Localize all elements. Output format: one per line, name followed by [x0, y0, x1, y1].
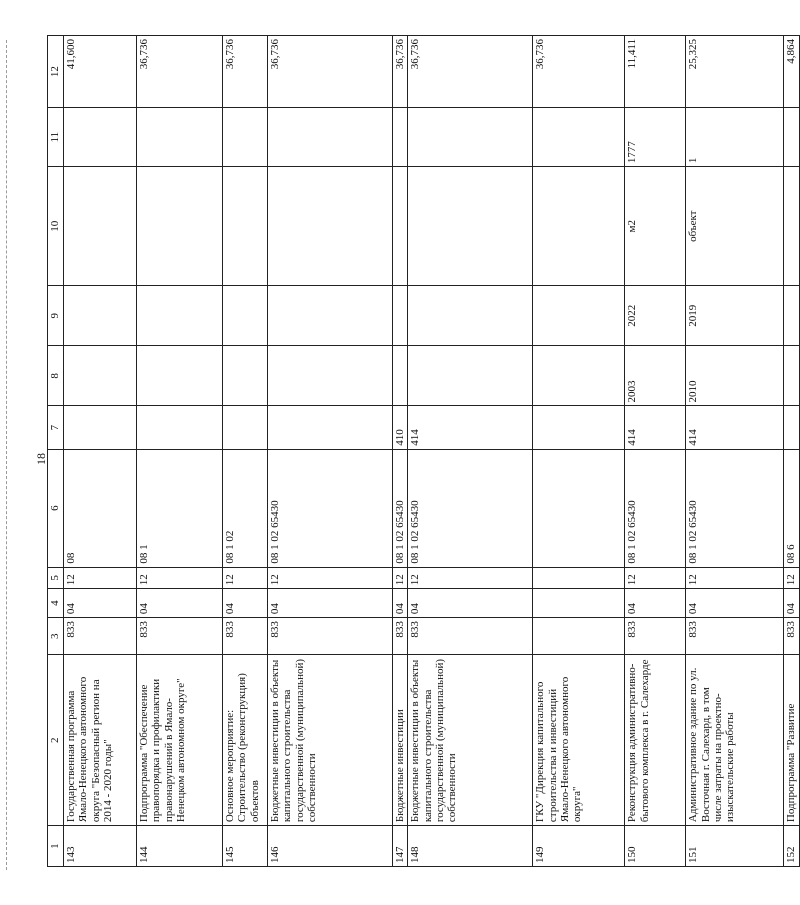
cell-c11 — [533, 108, 625, 167]
cell-c3: 833 — [393, 618, 408, 655]
cell-c8: 2003 — [625, 346, 686, 406]
row-name-cell: Бюджетные инвестиции в объекты капитального строительства государственной (муниципальной) собственности — [268, 655, 393, 826]
cell-c10 — [533, 167, 625, 286]
cell-c8 — [137, 346, 223, 406]
cell-c12: 41,600 — [64, 36, 137, 108]
cell-c5: 12 — [268, 567, 393, 589]
row-number-cell: 149 — [533, 826, 625, 867]
cell-c12: 25,325 — [686, 36, 784, 108]
cell-c4: 04 — [408, 589, 533, 618]
row-name-cell: ГКУ "Дирекция капитального строительства и инвестиций Ямало-Ненецкого автономного округа" — [533, 655, 625, 826]
cell-c8: 2010 — [686, 346, 784, 406]
row-number-cell: 147 — [393, 826, 408, 867]
cell-c8 — [393, 346, 408, 406]
table-row — [784, 36, 799, 867]
cell-c6 — [533, 449, 625, 567]
row-name-cell: Подпрограмма "Обеспечение правопорядка и профилактики правонарушений в Ямало-Ненецком автономном округе" — [137, 655, 223, 826]
table-row — [223, 36, 268, 867]
cell-c6: 08 6 — [784, 449, 799, 567]
cell-c12: 4,864 — [784, 36, 799, 108]
cell-c11 — [223, 108, 268, 167]
cell-c11 — [64, 108, 137, 167]
table-row — [137, 36, 223, 867]
cell-c11 — [393, 108, 408, 167]
cell-c3: 833 — [137, 618, 223, 655]
row-number-cell: 144 — [137, 826, 223, 867]
cell-c8 — [64, 346, 137, 406]
cell-c6: 08 1 — [137, 449, 223, 567]
column-header-10: 10 — [48, 167, 64, 286]
cell-c12: 36,736 — [533, 36, 625, 108]
table-body — [64, 36, 800, 867]
page-number: 18 — [34, 453, 48, 465]
table-row — [533, 36, 625, 867]
cell-c9 — [268, 286, 393, 346]
cell-c11 — [408, 108, 533, 167]
cell-c6: 08 1 02 65430 — [408, 449, 533, 567]
cell-c10: объект — [686, 167, 784, 286]
cell-c3: 833 — [784, 618, 799, 655]
cell-c4: 04 — [393, 589, 408, 618]
cell-c11: 1 — [686, 108, 784, 167]
cell-c9 — [784, 286, 799, 346]
cell-c7 — [268, 406, 393, 449]
column-header-1: 1 — [48, 826, 64, 867]
table-header-row — [48, 36, 64, 867]
cell-c4: 04 — [64, 589, 137, 618]
column-header-7: 7 — [48, 406, 64, 449]
cell-c4: 04 — [686, 589, 784, 618]
cell-c10 — [393, 167, 408, 286]
cell-c4: 04 — [137, 589, 223, 618]
column-header-2: 2 — [48, 655, 64, 826]
row-number-cell: 152 — [784, 826, 799, 867]
cell-c12: 36,736 — [137, 36, 223, 108]
column-header-6: 6 — [48, 449, 64, 567]
row-number-cell: 143 — [64, 826, 137, 867]
cell-c3: 833 — [64, 618, 137, 655]
cell-c7 — [64, 406, 137, 449]
cell-c5: 12 — [64, 567, 137, 589]
row-name-cell: Государственная программа Ямало-Ненецкого автономного округа "Безопасный регион на 2014 - 2020 годы" — [64, 655, 137, 826]
cell-c9 — [223, 286, 268, 346]
row-name-cell: Бюджетные инвестиции — [393, 655, 408, 826]
cell-c10 — [784, 167, 799, 286]
cell-c8 — [408, 346, 533, 406]
cell-c11: 1777 — [625, 108, 686, 167]
cell-c12: 11,411 — [625, 36, 686, 108]
cell-c6: 08 1 02 65430 — [625, 449, 686, 567]
cell-c3: 833 — [408, 618, 533, 655]
cell-c9 — [393, 286, 408, 346]
row-name-cell: Бюджетные инвестиции в объекты капитального строительства государственной (муниципальной) собственности — [408, 655, 533, 826]
cell-c6: 08 1 02 65430 — [686, 449, 784, 567]
table-row — [64, 36, 137, 867]
cell-c10 — [137, 167, 223, 286]
cell-c10 — [223, 167, 268, 286]
cell-c11 — [137, 108, 223, 167]
row-number-cell: 151 — [686, 826, 784, 867]
cell-c5: 12 — [686, 567, 784, 589]
cell-c12: 36,736 — [393, 36, 408, 108]
row-name-cell: Административное здание по ул. Восточная г. Салехард, в том числе затраты на проектно-изыскательские работы — [686, 655, 784, 826]
cell-c6: 08 1 02 — [223, 449, 268, 567]
cell-c10 — [408, 167, 533, 286]
cell-c12: 36,736 — [268, 36, 393, 108]
cell-c11 — [268, 108, 393, 167]
cell-c7: 414 — [625, 406, 686, 449]
cell-c7 — [223, 406, 268, 449]
cell-c4: 04 — [784, 589, 799, 618]
cell-c7: 414 — [408, 406, 533, 449]
cell-c8 — [268, 346, 393, 406]
cell-c9 — [137, 286, 223, 346]
cell-c4: 04 — [268, 589, 393, 618]
column-header-3: 3 — [48, 618, 64, 655]
cell-c7: 414 — [686, 406, 784, 449]
cell-c6: 08 1 02 65430 — [268, 449, 393, 567]
cell-c3: 833 — [686, 618, 784, 655]
cell-c10 — [64, 167, 137, 286]
column-header-12: 12 — [48, 36, 64, 108]
cell-c8 — [784, 346, 799, 406]
row-name-cell: Основное мероприятие: Строительство (реконструкция) объектов — [223, 655, 268, 826]
column-header-11: 11 — [48, 108, 64, 167]
cell-c5: 12 — [393, 567, 408, 589]
table-row — [408, 36, 533, 867]
cell-c8 — [223, 346, 268, 406]
cell-c5: 12 — [784, 567, 799, 589]
cell-c3: 833 — [625, 618, 686, 655]
row-name-cell: Подпрограмма "Развитие — [784, 655, 799, 826]
cell-c5: 12 — [625, 567, 686, 589]
cell-c4 — [533, 589, 625, 618]
cell-c3: 833 — [223, 618, 268, 655]
budget-table — [47, 35, 800, 867]
cell-c3: 833 — [268, 618, 393, 655]
cell-c6: 08 1 02 65430 — [393, 449, 408, 567]
column-header-4: 4 — [48, 589, 64, 618]
cell-c10: м2 — [625, 167, 686, 286]
cell-c8 — [533, 346, 625, 406]
column-header-9: 9 — [48, 286, 64, 346]
cell-c9 — [408, 286, 533, 346]
cell-c7: 410 — [393, 406, 408, 449]
row-number-cell: 145 — [223, 826, 268, 867]
cell-c4: 04 — [223, 589, 268, 618]
row-number-cell: 146 — [268, 826, 393, 867]
cell-c7 — [137, 406, 223, 449]
table-row — [393, 36, 408, 867]
cell-c6: 08 — [64, 449, 137, 567]
row-number-cell: 148 — [408, 826, 533, 867]
cell-c9: 2022 — [625, 286, 686, 346]
cell-c9 — [64, 286, 137, 346]
cell-c5: 12 — [137, 567, 223, 589]
row-number-cell: 150 — [625, 826, 686, 867]
cell-c5: 12 — [408, 567, 533, 589]
cell-c9 — [533, 286, 625, 346]
column-header-8: 8 — [48, 346, 64, 406]
table-row — [268, 36, 393, 867]
row-name-cell: Реконструкция административно-бытового комплекса в г. Салехарде — [625, 655, 686, 826]
table-row — [686, 36, 784, 867]
cell-c12: 36,736 — [223, 36, 268, 108]
column-header-5: 5 — [48, 567, 64, 589]
cell-c5 — [533, 567, 625, 589]
cell-c10 — [268, 167, 393, 286]
cell-c11 — [784, 108, 799, 167]
cell-c3 — [533, 618, 625, 655]
cell-c4: 04 — [625, 589, 686, 618]
cell-c7 — [784, 406, 799, 449]
cell-c7 — [533, 406, 625, 449]
cell-c12: 36,736 — [408, 36, 533, 108]
cell-c5: 12 — [223, 567, 268, 589]
cell-c9: 2019 — [686, 286, 784, 346]
table-row — [625, 36, 686, 867]
